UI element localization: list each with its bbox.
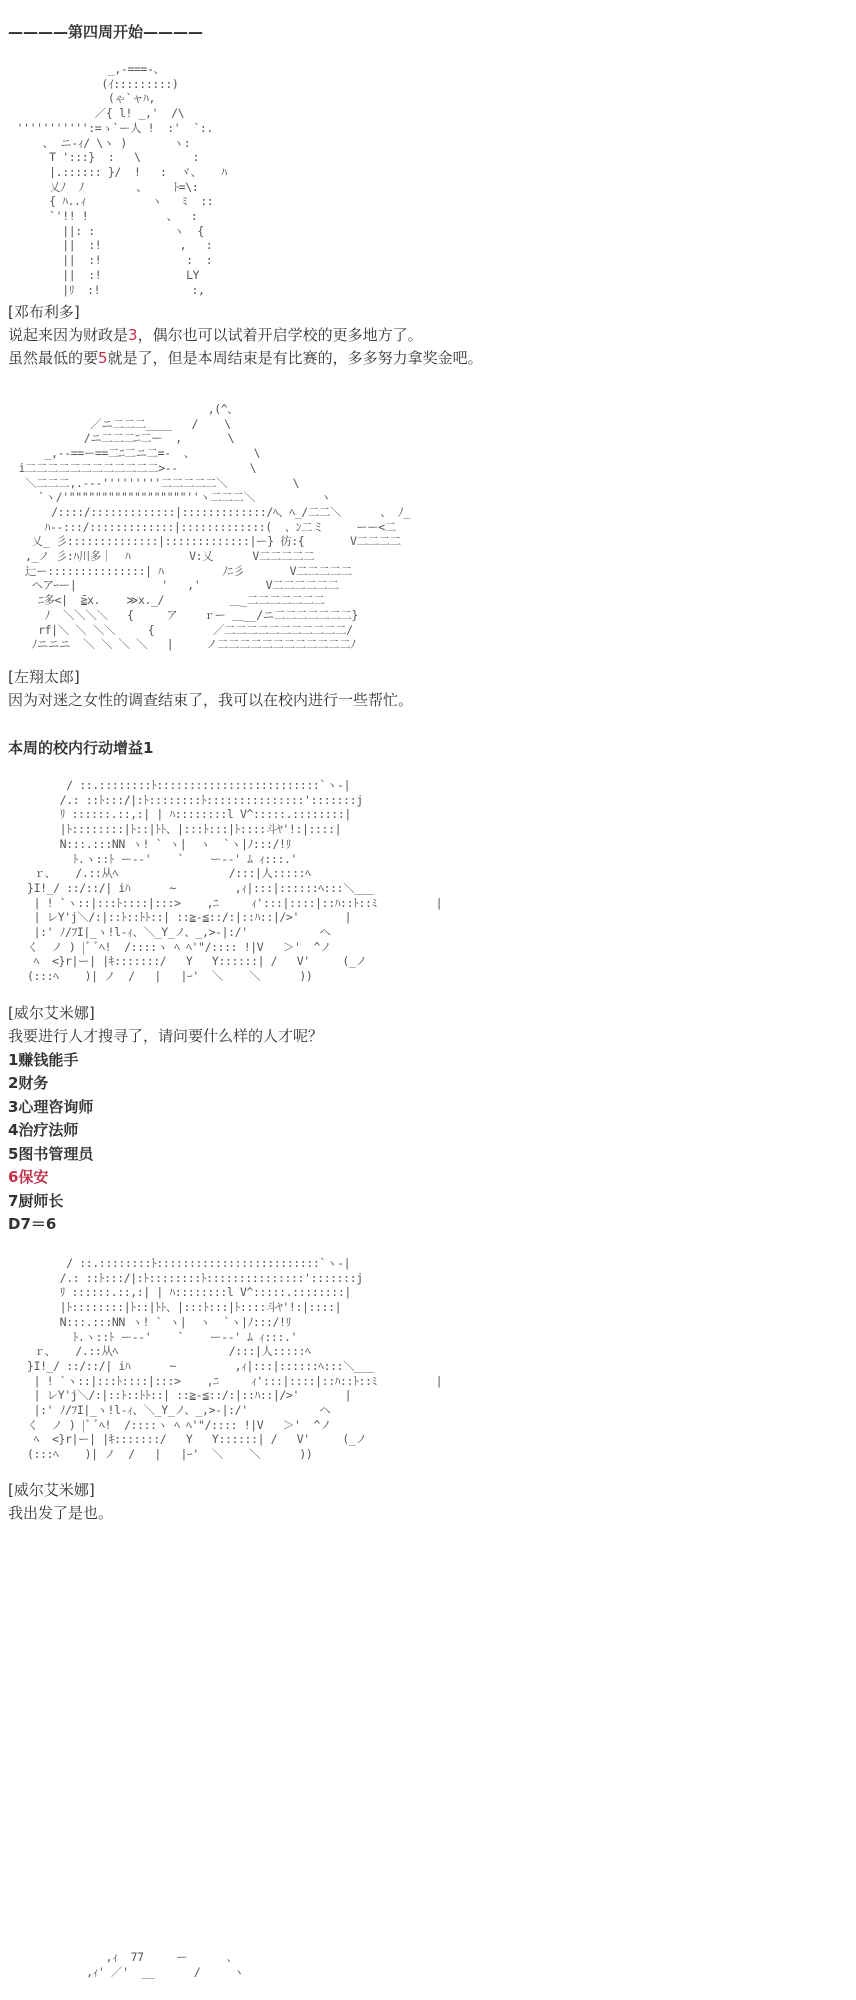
text-fragment: 就是了，但是本周结束是有比赛的，多多努力拿奖金吧。 bbox=[107, 349, 483, 367]
option-item: 7厨师长 bbox=[8, 1192, 64, 1210]
speaker-label: [威尔艾米娜] bbox=[8, 1004, 95, 1022]
wilhelmina-ascii-art: / ::.::::::::ﾄ:::::::::::::::::::::::::`ヽ-| /.: ::ﾄ:::/|:ﾄ::::::::ﾄ:::::::::::::::':::::::j ﾘ ::::::.::,:| | ﾊ::::::::l V^:::::.::::::::| |ﾄ::::::::|ﾄ::|ﾄﾄ、|:::ﾄ:::|ﾄ::::斗ﾔ'!:|::::| N:::.:::NN ヽ! ` ヽ| ヽ `ヽ|ﾉ:::/!ﾘ ﾄ.ヽ::ﾄ ー--' ` ー--' ﾑ ｨ:::.' ｒ、 /.::从ﾍ /:::|人:::::ﾍ }I!_/ ::/::/| iﾊ ~ ,ｨ|:::|::::::ﾍ:::＼___ | ! `ヽ::|:::ﾄ::::|:::> ,ﾆ ｨ':::|::::|::ﾊ::ﾄ::ﾐ | | レY'j＼/:|::ﾄ::ﾄﾄ::| ::≧-≦::/:|::ﾊ::|/>' | |:' ﾉ/ﾌI|_ヽ!l-ｨ、＼_Y_ノ、_,>-|:/' ヘ く ノ ) |ﾞ ﾞﾍ! /::::ヽ ﾍ ﾍ'"/:::: !|V ＞' ^ノ ﾍ <}r|ー| |ｷ:::::::/ Y Y::::::| / V' (_ノ (:::ﾍ )| ノ / | |ｰ' ＼ ＼ )) bbox=[27, 778, 443, 984]
speaker-label: [邓布利多] bbox=[8, 303, 80, 321]
option-item: 2财务 bbox=[8, 1074, 49, 1092]
shotaro-ascii-art: ,(^、 ／ニ二二二____ / \ /ニ二二二ﾆ二ー , \ _,--==ー==二ﾆ二ニ二=- 、 \ i二二二二二二二二二二二二>-- \ ＼二二二,.---'''''''''二二二二二＼ \ `ヽ/'""""""""""""""""""''ヽ二二二＼ ヽ /::::/:::::::::::::|:::::::::::::/ﾍ、ﾍ_/二二＼ 、 ﾉ_ ﾊ--:::/:::::::::::::|:::::::::::::( 、ﾝ二ミ ーー<二 乂_ 彡::::::::::::::|:::::::::::::|ー} 彷:{ V二二二二 ,_ノ 彡:ﾊ川多｜ ﾊ V:乂 V二二二二二 辷ー:::::::::::::::| ﾊ ﾉﾆ彡 V二二二二二 ヘアｰー| ' ,' V二二二二二二 ﾆ多<| ̄≧x. ≫x._/ ＿_二二二二二二二 ﾉ ＼＼＼＼ { ア ｒー ＿__/ニ二二二二二二二} rf|＼ ＼ ＼＼ { ／二二二二二二二二二二二/ ﾉニニニ ＼ ＼ ＼ ＼ | ノ二二二二二二二二二二二二ﾉ bbox=[18, 402, 410, 652]
dumbledore-ascii-art: _,-===-、 (ｲ:::::::::) (ゃ`ャﾊ, ／{ l! _,' /\ ''''''''''':=ゝ`ー人 ! :' `:. 、 ニ-ｨ/ \ヽ ) ヽ: T ':::} : \ : |.:::::: }/ ! : ヾ、 ﾊ 乂ﾉ ﾉ 、 ﾄ=\: { ﾊ..ｨ ヽ ﾐ :: `'!! ! 、 : ||: : ヽ { || :! , : || :! : : || :! LY |ﾘ :! :, bbox=[16, 62, 227, 297]
wilhelmina-ascii-art-2: / ::.::::::::ﾄ:::::::::::::::::::::::::`ヽ-| /.: ::ﾄ:::/|:ﾄ::::::::ﾄ:::::::::::::::':::::::j ﾘ ::::::.::,:| | ﾊ::::::::l V^:::::.::::::::| |ﾄ::::::::|ﾄ::|ﾄﾄ、|:::ﾄ:::|ﾄ::::斗ﾔ'!:|::::| N:::.:::NN ヽ! ` ヽ| ヽ `ヽ|ﾉ:::/!ﾘ ﾄ.ヽ::ﾄ ー--' ` ー--' ﾑ ｨ:::.' ｒ、 /.::从ﾍ /:::|人:::::ﾍ }I!_/ ::/::/| iﾊ ~ ,ｨ|:::|::::::ﾍ:::＼___ | ! `ヽ::|:::ﾄ::::|:::> ,ﾆ ｨ':::|::::|::ﾊ::ﾄ::ﾐ | | レY'j＼/:|::ﾄ::ﾄﾄ::| ::≧-≦::/:|::ﾊ::|/>' | |:' ﾉ/ﾌI|_ヽ!l-ｨ、＼_Y_ノ、_,>-|:/' ヘ く ノ ) |ﾞ ﾞﾍ! /::::ヽ ﾍ ﾍ'"/:::: !|V ＞' ^ノ ﾍ <}r|ー| |ｷ:::::::/ Y Y::::::| / V' (_ノ (:::ﾍ )| ノ / | |ｰ' ＼ ＼ )) bbox=[27, 1256, 443, 1462]
option-item: 5图书管理员 bbox=[8, 1145, 94, 1163]
dialogue-line: 我要进行人才搜寻了，请问要什么样的人才呢？ bbox=[8, 1027, 324, 1045]
option-item: 3心理咨询师 bbox=[8, 1098, 94, 1116]
section-title: 本周的校内行动增益1 bbox=[8, 739, 154, 757]
text-fragment: 虽然最低的要 bbox=[8, 349, 99, 367]
option-item: 4治疗法师 bbox=[8, 1121, 79, 1139]
dialogue-line bbox=[8, 325, 423, 345]
dialogue-line bbox=[8, 348, 483, 368]
text-fragment: 说起来因为财政是 bbox=[8, 326, 129, 344]
dialogue-line: 因为对迷之女性的调查结束了，我可以在校内进行一些帮忙。 bbox=[8, 691, 414, 709]
dialogue-line: 我出发了是也。 bbox=[8, 1504, 114, 1522]
option-item: 1赚钱能手 bbox=[8, 1051, 79, 1069]
speaker-label: [左翔太郎] bbox=[8, 668, 80, 686]
speaker-label: [威尔艾米娜] bbox=[8, 1481, 95, 1499]
week-header: ————第四周开始———— bbox=[8, 23, 204, 41]
minimum-number: 5 bbox=[98, 349, 108, 367]
dice-result: D7＝6 bbox=[8, 1215, 57, 1233]
option-item-selected: 6保安 bbox=[8, 1168, 49, 1186]
finance-number: 3 bbox=[128, 326, 138, 344]
partial-ascii-art: ,ｨ 77 ー 、 ,ｨ' ／' __ / ヽ bbox=[86, 1950, 245, 1979]
text-fragment: ，偶尔也可以试着开启学校的更多地方了。 bbox=[137, 326, 423, 344]
